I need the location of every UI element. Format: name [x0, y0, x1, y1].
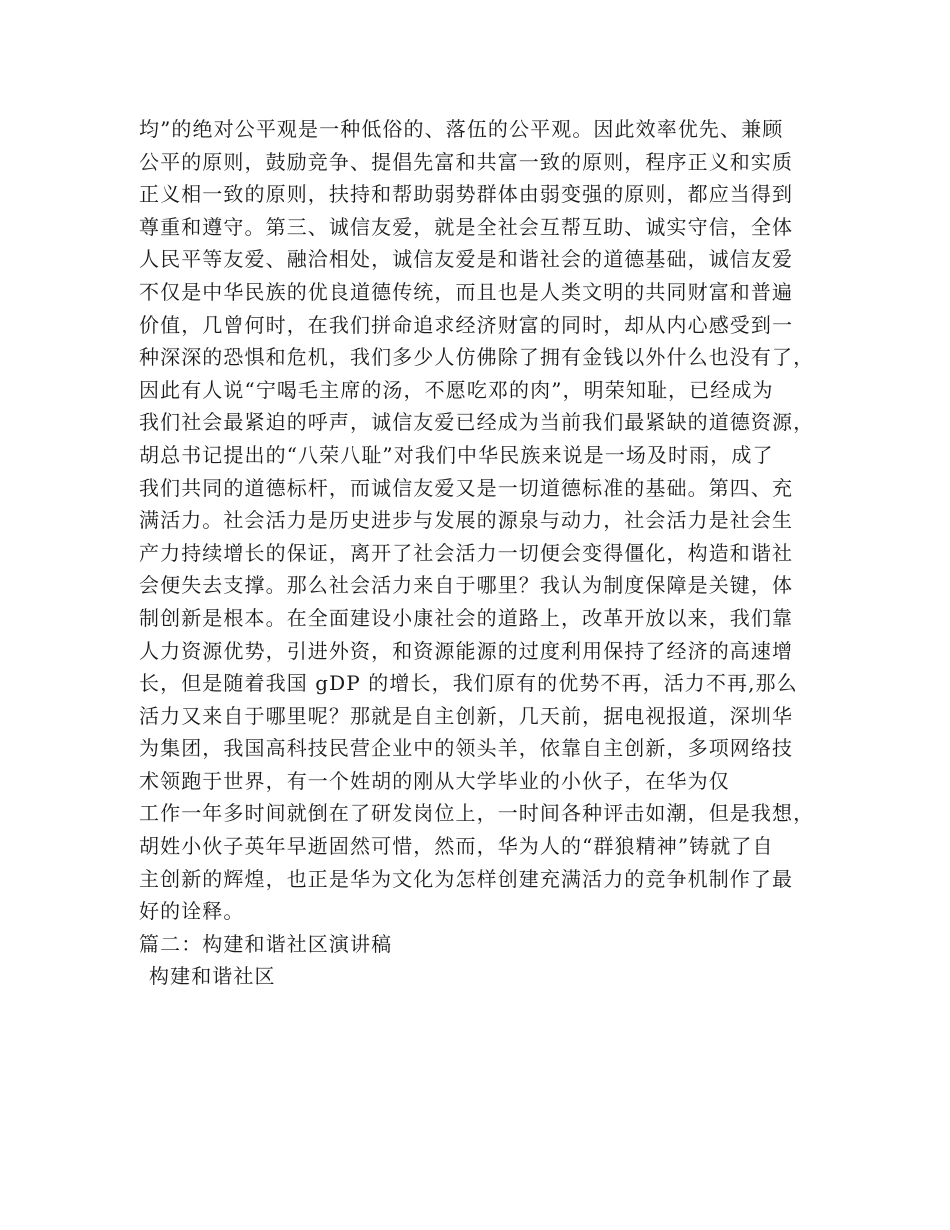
text-line: 我们共同的道德标杆，而诚信友爱又是一切道德标准的基础。第四、充	[139, 475, 794, 500]
text-line: 胡总书记提出的“八荣八耻”对我们中华民族来说是一场及时雨，成了	[139, 442, 774, 467]
text-line: 人民平等友爱、融洽相处，诚信友爱是和谐社会的道德基础，诚信友爱	[139, 247, 794, 272]
text-line: 满活力。社会活力是历史进步与发展的源泉与动力，社会活力是社会生	[139, 508, 794, 533]
text-line: 因此有人说“宁喝毛主席的汤，不愿吃邓的肉”，明荣知耻，已经成为	[139, 377, 774, 402]
text-line: 我们社会最紧迫的呼声，诚信友爱已经成为当前我们最紧缺的道德资源，	[139, 410, 815, 435]
section-heading: 篇二：构建和谐社区演讲稿	[139, 931, 393, 956]
text-line: 人力资源优势，引进外资，和资源能源的过度利用保持了经济的高速增	[139, 638, 794, 663]
text-line: 公平的原则，鼓励竞争、提倡先富和共富一致的原则，程序正义和实质	[139, 149, 794, 174]
text-line: 术领跑于世界，有一个姓胡的刚从大学毕业的小伙子，在华为仅	[139, 768, 730, 793]
text-line: 不仅是中华民族的优良道德传统，而且也是人类文明的共同财富和普遍	[139, 279, 794, 304]
text-line: 为集团，我国高科技民营企业中的领头羊，依靠自主创新，多项网络技	[139, 736, 794, 761]
text-line: 会便失去支撑。那么社会活力来自于哪里？我认为制度保障是关键，体	[139, 573, 794, 598]
body-text	[139, 113, 839, 993]
text-line: 均”的绝对公平观是一种低俗的、落伍的公平观。因此效率优先、兼顾	[139, 117, 784, 141]
text-line: 价值，几曾何时，在我们拼命追求经济财富的同时，却从内心感受到一	[139, 312, 794, 337]
text-line: 好的诠释。	[139, 899, 245, 924]
text-line: 种深深的恐惧和危机，我们多少人仿佛除了拥有金钱以外什么也没有了，	[139, 345, 815, 370]
text-line: 正义相一致的原则，扶持和帮助弱势群体由弱变强的原则，都应当得到	[139, 182, 794, 207]
text-line: 产力持续增长的保证，离开了社会活力一切便会变得僵化，构造和谐社	[139, 540, 794, 565]
text-line: 工作一年多时间就倒在了研发岗位上，一时间各种评击如潮，但是我想，	[139, 801, 815, 826]
text-line: 主创新的辉煌，也正是华为文化为怎样创建充满活力的竞争机制作了最	[139, 866, 794, 891]
text-line: 尊重和遵守。第三、诚信友爱，就是全社会互帮互助、诚实守信，全体	[139, 214, 794, 239]
section-subtitle: 构建和谐社区	[149, 964, 276, 989]
text-line: 长，但是随着我国 gDP 的增长，我们原有的优势不再，活力不再,那么	[139, 671, 798, 696]
text-line: 制创新是根本。在全面建设小康社会的道路上，改革开放以来，我们靠	[139, 605, 794, 630]
text-line: 胡姓小伙子英年早逝固然可惜，然而，华为人的“群狼精神”铸就了自	[139, 834, 774, 859]
text-line: 活力又来自于哪里呢？那就是自主创新，几天前，据电视报道，深圳华	[139, 703, 794, 728]
